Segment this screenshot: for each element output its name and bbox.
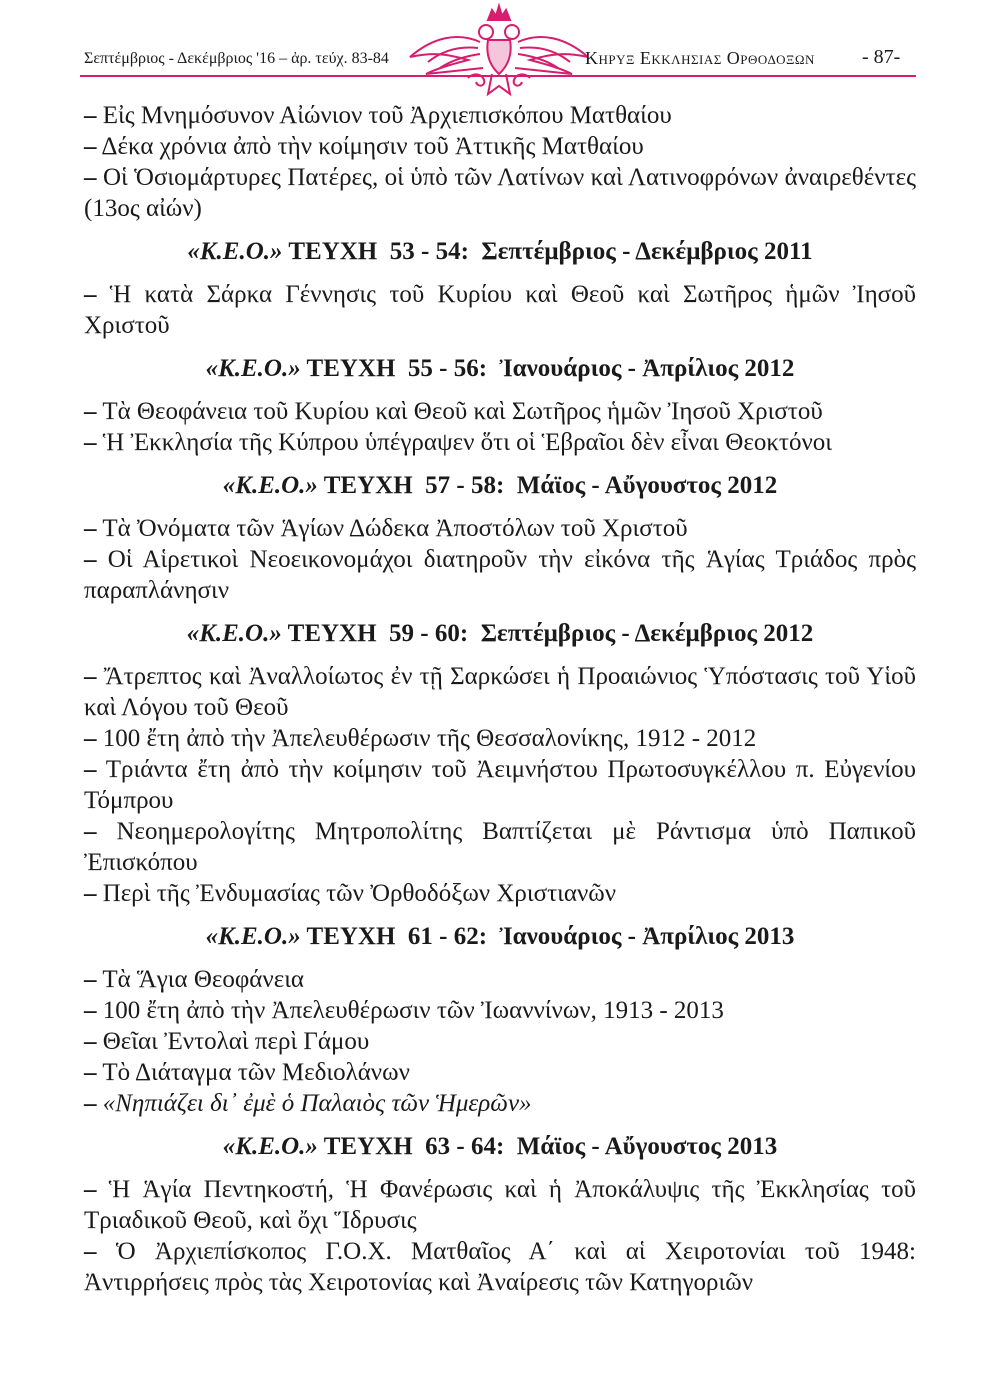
list-item [84, 162, 916, 224]
keo-abbrev: «Κ.Ε.Ο.» [205, 355, 301, 382]
intro-list [84, 100, 916, 224]
item-dash: – [84, 515, 97, 542]
item-dash: – [84, 880, 97, 907]
item-text: 100 ἔτη ἀπὸ τὴν Ἀπελευθέρωσιν τῆς Θεσσαλονίκης, 1912 - 2012 [102, 725, 757, 752]
list-item [84, 131, 916, 162]
item-text: Ἡ Ἐκκλησία τῆς Κύπρου ὑπέγραψεν ὅτι οἱ Ἑβραῖοι δὲν εἶναι Θεοκτόνοι [102, 429, 833, 456]
section-heading [84, 921, 916, 952]
list-item [84, 723, 916, 754]
item-dash: – [84, 997, 97, 1024]
item-dash: – [84, 725, 97, 752]
issue-title: ΤΕΥΧΗ 57 - 58: Μάϊος - Αὔγουστος 2012 [323, 472, 778, 499]
issue-title: ΤΕΥΧΗ 63 - 64: Μάϊος - Αὔγουστος 2013 [323, 1133, 778, 1160]
list-item [84, 427, 916, 458]
header-rule [80, 75, 916, 77]
page-number: - 87- [862, 46, 901, 68]
item-text: Τὰ Ἅγια Θεοφάνεια [102, 966, 305, 993]
issue-title: ΤΕΥΧΗ 53 - 54: Σεπτέμβριος - Δεκέμβριος 2011 [288, 238, 813, 265]
item-text: Περὶ τῆς Ἐνδυμασίας τῶν Ὀρθοδόξων Χριστιανῶν [102, 880, 617, 907]
item-text: Οἱ Αἱρετικοὶ Νεοεικονομάχοι διατηροῦν τὴν εἰκόνα τῆς Ἁγίας Τριάδος πρὸς παραπλάνησιν [84, 546, 916, 604]
keo-abbrev: «Κ.Ε.Ο.» [222, 1133, 318, 1160]
item-dash: – [84, 663, 97, 690]
list-item [84, 878, 916, 909]
item-dash: – [84, 133, 97, 160]
list-item [84, 1026, 916, 1057]
list-item [84, 513, 916, 544]
item-dash: – [84, 398, 97, 425]
section-heading [84, 470, 916, 501]
item-text: Τὰ Ὀνόματα τῶν Ἁγίων Δώδεκα Ἀποστόλων τοῦ Χριστοῦ [102, 515, 688, 542]
item-text: Εἰς Μνημόσυνον Αἰώνιον τοῦ Ἀρχιεπισκόπου Ματθαίου [102, 102, 672, 129]
item-text: Δέκα χρόνια ἀπὸ τὴν κοίμησιν τοῦ Ἀττικῆς Ματθαίου [101, 133, 644, 160]
item-dash: – [84, 281, 97, 308]
section-heading [84, 353, 916, 384]
list-item [84, 100, 916, 131]
item-dash: – [84, 1028, 97, 1055]
page-header [0, 0, 996, 100]
list-item [84, 816, 916, 878]
item-text: Θεῖαι Ἐντολαὶ περὶ Γάμου [102, 1028, 370, 1055]
item-dash: – [84, 546, 97, 573]
list-item [84, 754, 916, 816]
list-item [84, 1174, 916, 1236]
section-heading [84, 236, 916, 267]
item-dash: – [84, 966, 97, 993]
item-text: Ὁ Ἀρχιεπίσκοπος Γ.Ο.Χ. Ματθαῖος Α΄ καὶ αἱ Χειροτονίαι τοῦ 1948: Ἀντιρρήσεις πρὸς τὰς Χειροτονίας καὶ Ἀναίρεσις τῶν Κατηγοριῶν [84, 1238, 917, 1296]
list-item [84, 279, 916, 341]
list-item [84, 995, 916, 1026]
item-text: Οἱ Ὁσιομάρτυρες Πατέρες, οἱ ὑπὸ τῶν Λατίνων καὶ Λατινοφρόνων ἀναιρεθέντες (13ος αἰών) [84, 164, 917, 222]
item-dash: – [84, 1090, 97, 1117]
item-dash: – [84, 1059, 97, 1086]
list-item [84, 661, 916, 723]
list-item [84, 1236, 916, 1298]
item-text: Τὰ Θεοφάνεια τοῦ Κυρίου καὶ Θεοῦ καὶ Σωτῆρος ἡμῶν Ἰησοῦ Χριστοῦ [102, 398, 823, 425]
issue-sections [84, 236, 916, 1298]
article-list [84, 100, 916, 1298]
keo-abbrev: «Κ.Ε.Ο.» [205, 923, 301, 950]
item-dash: – [84, 818, 97, 845]
item-dash: – [84, 756, 97, 783]
list-item [84, 1088, 916, 1119]
section-heading [84, 618, 916, 649]
list-item [84, 964, 916, 995]
item-text: 100 ἔτη ἀπὸ τὴν Ἀπελευθέρωσιν τῶν Ἰωαννίνων, 1913 - 2013 [102, 997, 724, 1024]
item-text: Νεοημερολογίτης Μητροπολίτης Βαπτίζεται μὲ Ράντισμα ὑπὸ Παπικοῦ Ἐπισκόπου [84, 818, 916, 876]
item-dash: – [84, 102, 97, 129]
item-text: Τριάντα ἔτη ἀπὸ τὴν κοίμησιν τοῦ Ἀειμνήστου Πρωτοσυγκέλλου π. Εὐγενίου Τόμπρου [84, 756, 916, 814]
item-dash: – [84, 429, 97, 456]
list-item [84, 544, 916, 606]
issue-info: Σεπτέμβριος - Δεκέμβριος '16 – ἀρ. τεύχ. 83-84 [84, 50, 389, 67]
item-dash: – [84, 1238, 97, 1265]
keo-abbrev: «Κ.Ε.Ο.» [187, 238, 283, 265]
item-text: Ἄτρεπτος καὶ Ἀναλλοίωτος ἐν τῇ Σαρκώσει ἡ Προαιώνιος Ὑπόστασις τοῦ Υἱοῦ καὶ Λόγου τοῦ Θεοῦ [84, 663, 916, 721]
item-text: Ἡ Ἁγία Πεντηκοστή, Ἡ Φανέρωσις καὶ ἡ Ἀποκάλυψις τῆς Ἐκκλησίας τοῦ Τριαδικοῦ Θεοῦ, καὶ ὄχι Ἵδρυσις [84, 1176, 916, 1234]
publication-title: Κηρυξ Εκκλησιας Ορθοδοξων [585, 48, 815, 68]
issue-title: ΤΕΥΧΗ 59 - 60: Σεπτέμβριος - Δεκέμβριος 2012 [287, 620, 814, 647]
keo-abbrev: «Κ.Ε.Ο.» [186, 620, 282, 647]
list-item [84, 396, 916, 427]
keo-abbrev: «Κ.Ε.Ο.» [222, 472, 318, 499]
item-text: Ἡ κατὰ Σάρκα Γέννησις τοῦ Κυρίου καὶ Θεοῦ καὶ Σωτῆρος ἡμῶν Ἰησοῦ Χριστοῦ [84, 281, 916, 339]
double-headed-eagle-icon [408, 2, 590, 100]
item-text: Τὸ Διάταγμα τῶν Μεδιολάνων [102, 1059, 410, 1086]
issue-title: ΤΕΥΧΗ 55 - 56: Ἰανουάριος - Ἀπρίλιος 2012 [306, 355, 795, 382]
issue-title: ΤΕΥΧΗ 61 - 62: Ἰανουάριος - Ἀπρίλιος 2013 [306, 923, 795, 950]
list-item [84, 1057, 916, 1088]
item-text: «Νηπιάζει δι᾽ ἐμὲ ὁ Παλαιὸς τῶν Ἡμερῶν» [102, 1090, 532, 1117]
item-dash: – [84, 1176, 97, 1203]
section-heading [84, 1131, 916, 1162]
item-dash: – [84, 164, 97, 191]
